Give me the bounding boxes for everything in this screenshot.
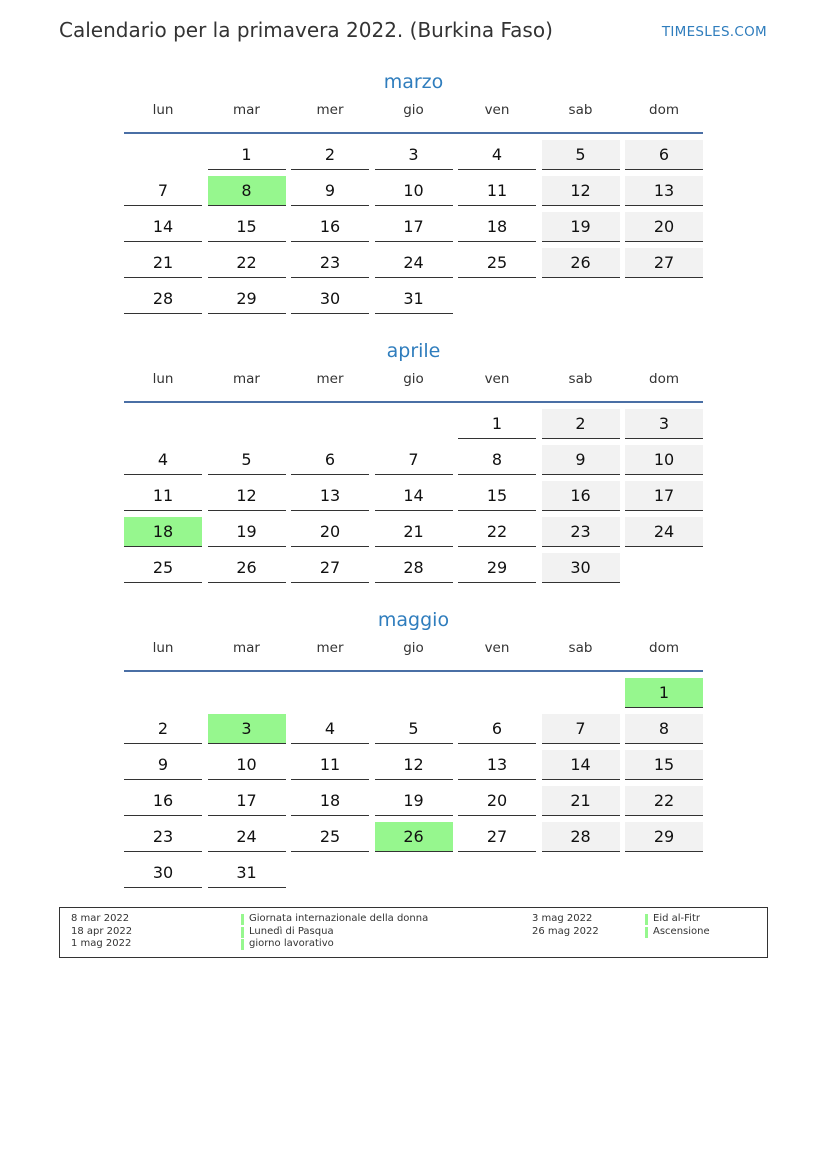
page-title: Calendario per la primavera 2022. (Burkina Faso) <box>59 18 553 42</box>
day-cell: 22 <box>208 248 286 278</box>
day-cell: 10 <box>375 176 453 206</box>
day-cell: 20 <box>625 212 703 242</box>
day-cell: 1 <box>208 140 286 170</box>
day-cell: 24 <box>625 517 703 547</box>
day-cell: 28 <box>542 822 620 852</box>
day-cell: 31 <box>375 284 453 314</box>
day-cell: 16 <box>291 212 369 242</box>
day-cell: 22 <box>458 517 536 547</box>
weekday-label: mar <box>233 371 260 387</box>
day-cell: 19 <box>375 786 453 816</box>
day-cell: 30 <box>291 284 369 314</box>
day-cell: 14 <box>124 212 202 242</box>
day-cell: 14 <box>375 481 453 511</box>
day-cell: 5 <box>208 445 286 475</box>
legend-date: 3 mag 2022 <box>532 913 593 924</box>
month-name: aprile <box>386 340 441 362</box>
day-cell: 6 <box>291 445 369 475</box>
weekday-label: dom <box>649 640 679 656</box>
day-cell: 2 <box>124 714 202 744</box>
day-cell: 11 <box>291 750 369 780</box>
day-cell: 10 <box>208 750 286 780</box>
day-cell: 28 <box>375 553 453 583</box>
day-cell: 17 <box>625 481 703 511</box>
day-cell: 27 <box>458 822 536 852</box>
day-cell: 20 <box>291 517 369 547</box>
day-cell: 21 <box>124 248 202 278</box>
day-cell: 9 <box>291 176 369 206</box>
weekday-header <box>124 640 703 670</box>
weekday-label: ven <box>484 102 510 118</box>
day-cell: 30 <box>124 858 202 888</box>
month-name: marzo <box>383 71 444 93</box>
legend-date: 8 mar 2022 <box>71 913 130 924</box>
day-cell: 11 <box>458 176 536 206</box>
legend-date: 26 mag 2022 <box>532 925 599 937</box>
day-cell: 12 <box>208 481 286 511</box>
day-cell: 15 <box>625 750 703 780</box>
holiday-day-cell: 18 <box>124 517 202 547</box>
holiday-day-cell: 1 <box>625 678 703 708</box>
day-cell: 15 <box>208 212 286 242</box>
holiday-legend <box>59 907 768 958</box>
weekday-label: lun <box>152 102 174 118</box>
day-cell: 16 <box>542 481 620 511</box>
header-divider <box>124 132 703 134</box>
day-cell: 22 <box>625 786 703 816</box>
day-cell: 21 <box>542 786 620 816</box>
day-cell: 25 <box>124 553 202 583</box>
header-divider <box>124 670 703 672</box>
day-cell: 23 <box>542 517 620 547</box>
month-maggio <box>124 606 703 882</box>
day-cell: 12 <box>375 750 453 780</box>
day-cell: 17 <box>208 786 286 816</box>
day-cell: 16 <box>124 786 202 816</box>
day-cell: 1 <box>458 409 536 439</box>
legend-holiday-name: Ascensione <box>645 926 710 939</box>
day-cell: 4 <box>291 714 369 744</box>
day-cell: 23 <box>124 822 202 852</box>
legend-holiday-name: Eid al-Fitr <box>645 913 710 926</box>
holiday-day-cell: 26 <box>375 822 453 852</box>
day-cell: 29 <box>458 553 536 583</box>
weekday-label: mar <box>233 102 260 118</box>
day-cell: 11 <box>124 481 202 511</box>
legend-holiday-name: giorno lavorativo <box>241 938 428 951</box>
weekday-header <box>124 371 703 401</box>
weekday-label: sab <box>568 102 593 118</box>
day-cell: 28 <box>124 284 202 314</box>
day-cell: 29 <box>625 822 703 852</box>
day-cell: 2 <box>291 140 369 170</box>
weekday-label: dom <box>649 102 679 118</box>
day-cell: 25 <box>291 822 369 852</box>
day-cell: 25 <box>458 248 536 278</box>
day-cell: 15 <box>458 481 536 511</box>
month-marzo <box>124 68 703 308</box>
weekday-label: lun <box>152 371 174 387</box>
day-cell: 7 <box>124 176 202 206</box>
day-cell: 2 <box>542 409 620 439</box>
day-cell: 9 <box>124 750 202 780</box>
month-name: maggio <box>377 609 450 631</box>
day-cell: 4 <box>124 445 202 475</box>
day-cell: 13 <box>458 750 536 780</box>
day-cell: 14 <box>542 750 620 780</box>
day-cell: 3 <box>375 140 453 170</box>
weekday-label: gio <box>403 640 424 656</box>
day-cell: 26 <box>208 553 286 583</box>
day-cell: 29 <box>208 284 286 314</box>
legend-date: 1 mag 2022 <box>71 938 132 949</box>
weekday-label: mer <box>316 640 344 656</box>
day-cell: 8 <box>625 714 703 744</box>
day-cell: 7 <box>542 714 620 744</box>
legend-left-dates <box>71 913 132 951</box>
day-cell: 5 <box>542 140 620 170</box>
holiday-day-cell: 3 <box>208 714 286 744</box>
weekday-label: mar <box>233 640 260 656</box>
day-cell: 31 <box>208 858 286 888</box>
day-cell: 3 <box>625 409 703 439</box>
weekday-label: ven <box>484 640 510 656</box>
day-cell: 17 <box>375 212 453 242</box>
weekday-label: gio <box>403 371 424 387</box>
day-cell: 27 <box>625 248 703 278</box>
weekday-label: mer <box>316 102 344 118</box>
day-cell: 6 <box>625 140 703 170</box>
holiday-day-cell: 8 <box>208 176 286 206</box>
day-cell: 23 <box>291 248 369 278</box>
day-cell: 19 <box>208 517 286 547</box>
day-cell: 6 <box>458 714 536 744</box>
day-cell: 13 <box>291 481 369 511</box>
weekday-label: sab <box>568 640 593 656</box>
day-cell: 30 <box>542 553 620 583</box>
legend-holiday-name: Lunedì di Pasqua <box>241 926 428 939</box>
brand-link[interactable]: TIMESLES.COM <box>661 24 767 40</box>
day-cell: 21 <box>375 517 453 547</box>
weekday-label: dom <box>649 371 679 387</box>
day-cell: 10 <box>625 445 703 475</box>
legend-left-names <box>241 913 428 951</box>
day-cell: 24 <box>208 822 286 852</box>
weekday-label: lun <box>152 640 174 656</box>
weekday-header <box>124 102 703 132</box>
weekday-label: sab <box>568 371 593 387</box>
day-cell: 9 <box>542 445 620 475</box>
legend-right-names <box>645 913 710 938</box>
legend-date: 18 apr 2022 <box>71 925 133 937</box>
day-cell: 20 <box>458 786 536 816</box>
day-cell: 24 <box>375 248 453 278</box>
day-cell: 4 <box>458 140 536 170</box>
weekday-label: mer <box>316 371 344 387</box>
day-cell: 18 <box>291 786 369 816</box>
header-divider <box>124 401 703 403</box>
day-cell: 13 <box>625 176 703 206</box>
day-cell: 12 <box>542 176 620 206</box>
day-cell: 26 <box>542 248 620 278</box>
day-cell: 18 <box>458 212 536 242</box>
month-aprile <box>124 337 703 577</box>
legend-right-dates <box>532 913 599 938</box>
day-cell: 19 <box>542 212 620 242</box>
day-cell: 27 <box>291 553 369 583</box>
weekday-label: gio <box>403 102 424 118</box>
legend-holiday-name: Giornata internazionale della donna <box>241 913 428 926</box>
day-cell: 5 <box>375 714 453 744</box>
day-cell: 7 <box>375 445 453 475</box>
day-cell: 8 <box>458 445 536 475</box>
weekday-label: ven <box>484 371 510 387</box>
